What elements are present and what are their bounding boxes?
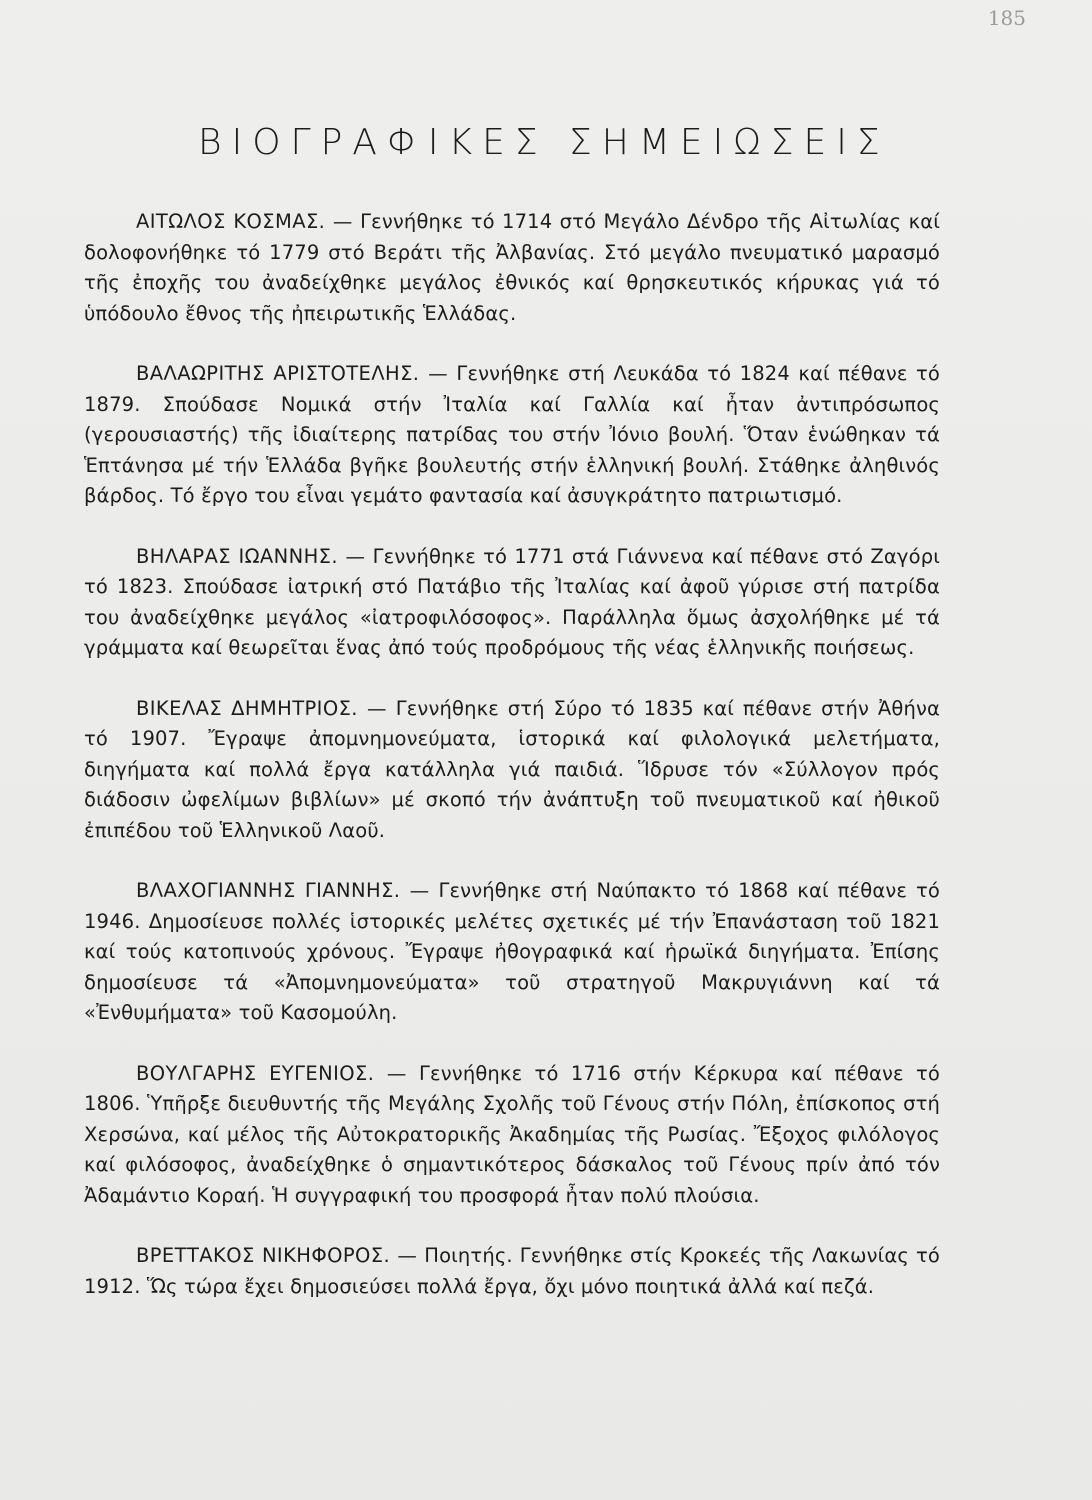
biography-entry: [84, 542, 940, 664]
page-title: ΒΙΟΓΡΑΦΙΚΕΣ ΣΗΜΕΙΩΣΕΙΣ: [198, 122, 890, 164]
entry-text: Ποιητής. Γεννήθηκε στίς Κροκεές τῆς Λακωνίας τό 1912. Ὥς τώρα ἔχει δημοσιεύσει πολλά ἔργα, ὄχι μόνο ποιητικά ἀλλά καί πεζά.: [84, 1244, 941, 1298]
entry-text: Γεννήθηκε στή Ναύπακτο τό 1868 καί πέθανε τό 1946. Δημοσίευσε πολλές ἱστορικές μελέτες σχετικές μέ τήν Ἐπανάσταση τοῦ 1821 καί τούς κατοπινούς χρόνους. Ἔγραψε ἠθογραφικά καί ἡρωϊκά διηγήματα. Ἐπίσης δημοσίευσε τά «Ἀπομνημονεύματα» τοῦ στρατηγοῦ Μακρυγιάννη καί τά «Ἐνθυμήματα» τοῦ Κασομούλη.: [84, 879, 940, 1024]
page-number: 185: [987, 6, 1026, 30]
entry-text: Γεννήθηκε στή Λευκάδα τό 1824 καί πέθανε τό 1879. Σπούδασε Νομικά στήν Ἰταλία καί Γαλλία καί ἦταν ἀντιπρόσωπος (γερουσιαστής) τῆς ἰδιαίτερης πατρίδας του στήν Ἰόνιο βουλή. Ὅταν ἑνώθηκαν τά Ἑπτάνησα μέ τήν Ἑλλάδα βγῆκε βουλευτής στήν ἑλληνική βουλή. Στάθηκε ἀληθινός βάρδος. Τό ἔργο του εἶναι γεμάτο φαντασία καί ἀσυγκράτητο πατριωτισμό.: [84, 362, 940, 507]
biography-entry: [84, 694, 940, 847]
biography-entry: [84, 876, 940, 1029]
entry-text: Γεννήθηκε τό 1714 στό Μεγάλο Δένδρο τῆς Αἰτωλίας καί δολοφονήθηκε τό 1779 στό Βεράτι τῆς Ἀλβανίας. Στό μεγάλο πνευματικό μαρασμό τῆς ἐποχῆς του ἀναδείχθηκε μεγάλος ἐθνικός καί θρησκευτικός κήρυκας γιά τό ὑπόδουλο ἔθνος τῆς ἠπειρωτικῆς Ἑλλάδας.: [84, 210, 941, 325]
entry-name: ΒΛΑΧΟΓΙΑΝΝΗΣ ΓΙΑΝΝΗΣ. —: [136, 879, 430, 902]
biography-entry: [84, 207, 940, 329]
biography-entry: [84, 1059, 940, 1212]
entry-name: ΒΗΛΑΡΑΣ ΙΩΑΝΝΗΣ. —: [136, 544, 366, 568]
entry-name: ΒΡΕΤΤΑΚΟΣ ΝΙΚΗΦΟΡΟΣ. —: [136, 1244, 418, 1267]
biography-list: [84, 207, 940, 1332]
entry-text: Γεννήθηκε τό 1716 στήν Κέρκυρα καί πέθανε τό 1806. Ὑπῆρξε διευθυντής τῆς Μεγάλης Σχολῆς τοῦ Γένους στήν Πόλη, ἐπίσκοπος στή Χερσώνα, καί μέλος τῆς Αὐτοκρατορικῆς Ἀκαδημίας τῆς Ρωσίας. Ἔξοχος φιλόλογος καί φιλόσοφος, ἀναδείχθηκε ὁ σημαντικότερος δάσκαλος τοῦ Γένους πρίν ἀπό τόν Ἀδαμάντιο Κοραή. Ἡ συγγραφική του προσφορά ἦταν πολύ πλούσια.: [84, 1061, 941, 1207]
biography-entry: [84, 359, 940, 512]
entry-name: ΒΙΚΕΛΑΣ ΔΗΜΗΤΡΙΟΣ. —: [136, 696, 387, 720]
entry-name: ΑΙΤΩΛΟΣ ΚΟΣΜΑΣ. —: [136, 210, 353, 233]
entry-text: Γεννήθηκε τό 1771 στά Γιάννενα καί πέθανε στό Ζαγόρι τό 1823. Σπούδασε ἰατρική στό Πατάβιο τῆς Ἰταλίας καί ἀφοῦ γύρισε στή πατρίδα του ἀναδείχθηκε μεγάλος «ἰατροφιλόσοφος». Παράλληλα ὅμως ἀσχολήθηκε μέ τά γράμματα καί θεωρεῖται ἕνας ἀπό τούς προδρόμους τῆς νέας ἑλληνικῆς ποιήσεως.: [84, 544, 940, 659]
entry-name: ΒΟΥΛΓΑΡΗΣ ΕΥΓΕΝΙΟΣ. —: [136, 1061, 407, 1085]
entry-text: Γεννήθηκε στή Σύρο τό 1835 καί πέθανε στήν Ἀθήνα τό 1907. Ἔγραψε ἀπομνημονεύματα, ἱστορικά καί φιλολογικά μελετήματα, διηγήματα καί πολλά ἔργα κατάλληλα γιά παιδιά. Ἵδρυσε τόν «Σύλλογον πρός διάδοσιν ὠφελίμων βιβλίων» μέ σκοπό τήν ἀνάπτυξη τοῦ πνευματικοῦ καί ἠθικοῦ ἐπιπέδου τοῦ Ἑλληνικοῦ Λαοῦ.: [84, 696, 940, 842]
biography-entry: [84, 1241, 940, 1302]
entry-name: ΒΑΛΑΩΡΙΤΗΣ ΑΡΙΣΤΟΤΕΛΗΣ. —: [136, 362, 448, 385]
